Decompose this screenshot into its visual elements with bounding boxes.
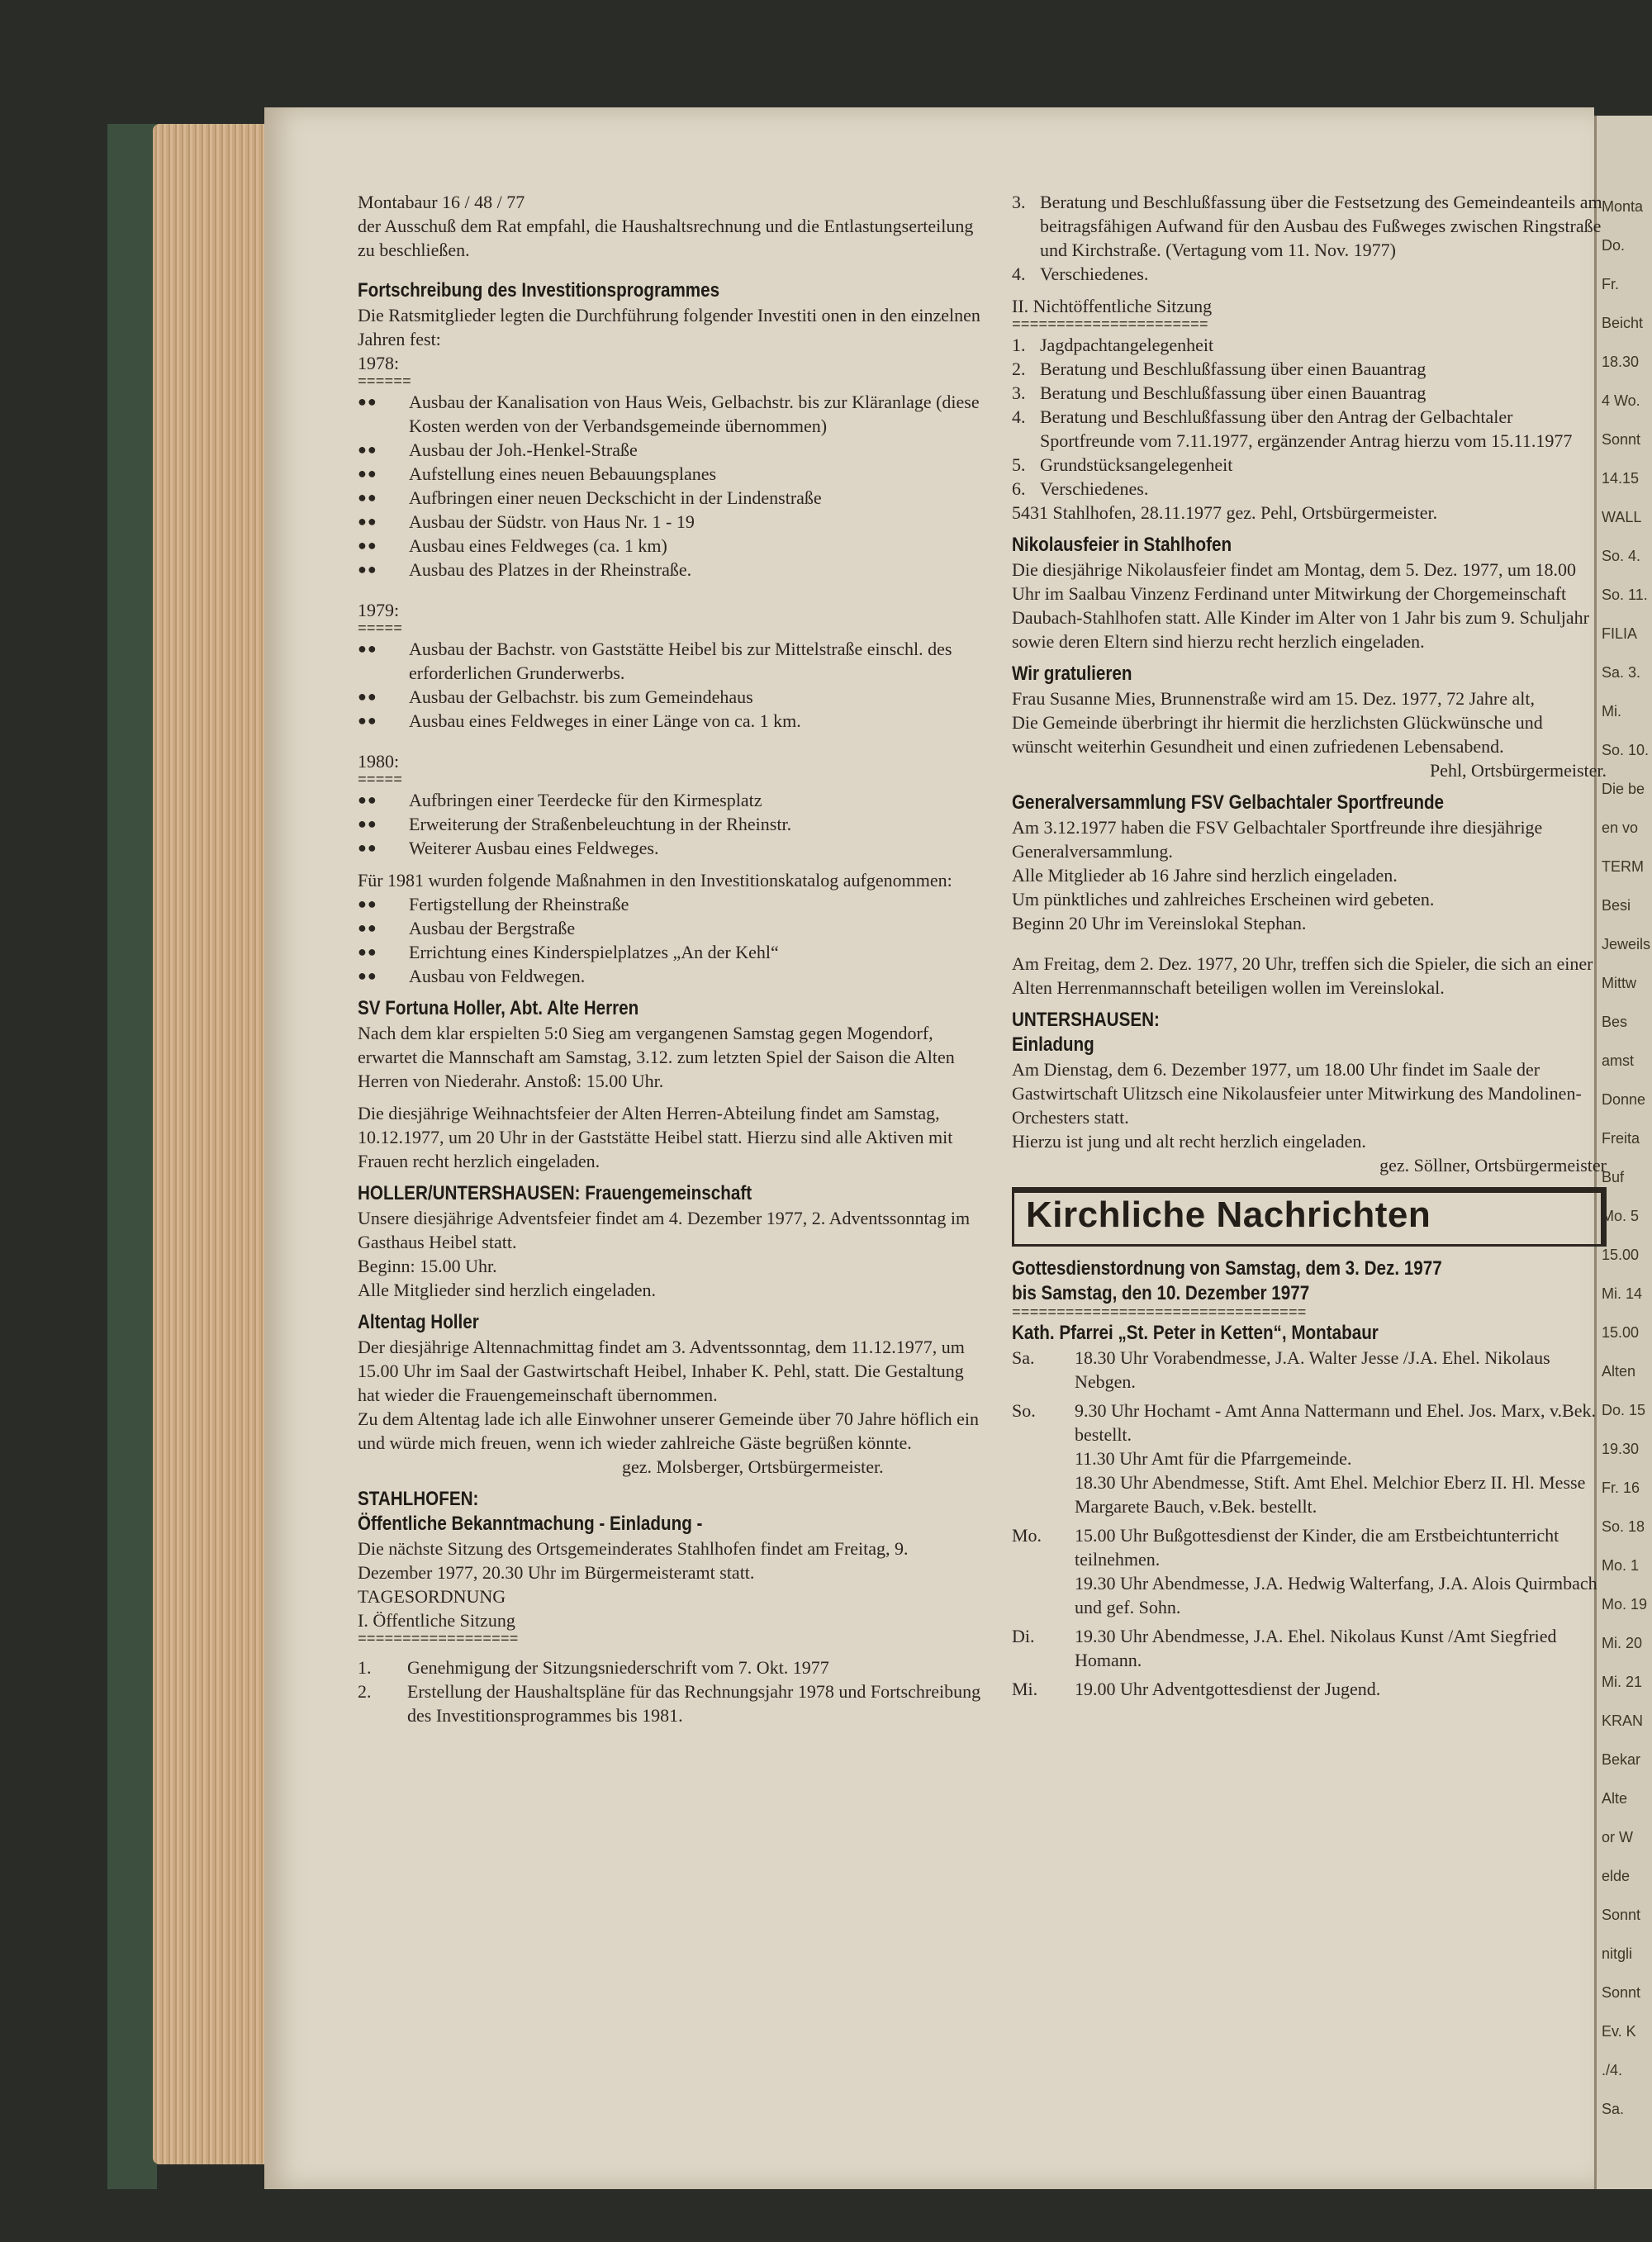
list-item-text: Ausbau des Platzes in der Rheinstraße. <box>409 559 692 580</box>
bullet-icon: ●● <box>358 393 377 410</box>
next-page-text: Do. 15 <box>1602 1402 1646 1418</box>
next-page-text: elde <box>1602 1868 1631 1884</box>
gratulation-paragraph-2: Die Gemeinde überbringt ihr hiermit die herzlichsten Glückwünsche und wünscht weiterhin Gesundheit und einen zufriedenen Lebensabend. <box>1012 712 1543 757</box>
agenda-list-continued <box>1012 190 1607 286</box>
separator: ===== <box>358 622 403 637</box>
year-1979: 1979: <box>358 600 400 620</box>
agenda-item-text: Grundstücksangelegenheit <box>1040 454 1233 475</box>
hu-invite: Alle Mitglieder sind herzlich eingeladen. <box>358 1280 657 1300</box>
next-page-text: Mo. 5 <box>1602 1208 1640 1224</box>
service-list <box>1012 1346 1607 1701</box>
public-session-label: I. Öffentliche Sitzung <box>358 1610 515 1631</box>
invest-title: Fortschreibung des Investitionsprogrammes <box>358 279 720 302</box>
list-item-text: Ausbau der Bergstraße <box>409 918 576 938</box>
page-edges <box>153 124 273 2164</box>
next-page-text: Mittw <box>1602 975 1636 991</box>
service-row <box>1012 1624 1607 1672</box>
list-item-text: Ausbau von Feldwegen. <box>409 966 586 986</box>
gv-paragraph-4: Beginn 20 Uhr im Vereinslokal Stephan. <box>1012 913 1307 933</box>
hu-title: HOLLER/UNTERSHAUSEN: Frauengemeinschaft <box>358 1182 752 1204</box>
list-item-text: Ausbau der Joh.-Henkel-Straße <box>409 439 638 460</box>
service-row <box>1012 1399 1607 1518</box>
generalversammlung-title: Generalversammlung FSV Gelbachtaler Sportfreunde <box>1012 791 1445 814</box>
list-item <box>358 438 985 462</box>
list-item-text: Aufstellung eines neuen Bebauungsplanes <box>409 463 717 484</box>
service-line: 11.30 Uhr Amt für die Pfarrgemeinde. <box>1075 1448 1352 1469</box>
list-item-text: Aufbringen einer Teerdecke für den Kirmesplatz <box>409 790 762 810</box>
next-page-text: So. 10. <box>1602 742 1650 758</box>
next-page-text: 18.30 <box>1602 354 1640 370</box>
bullet-icon: ●● <box>358 465 377 482</box>
list-1980 <box>358 788 985 860</box>
alt-paragraph-1: Der diesjährige Altennachmittag findet am 3. Adventssonntag, dem 11.12.1977, um 15.00 Uhr im Saal der Gastwirtschaft Heibel, Inhaber K. Pehl, statt. Die Gestaltung hat wieder die Frauengemeinschaft übernommen. <box>358 1337 965 1405</box>
list-item <box>358 486 985 510</box>
agenda-item <box>1012 381 1607 405</box>
next-page-text: Die be <box>1602 781 1645 797</box>
bullet-icon: ●● <box>358 967 377 984</box>
list-item <box>358 788 985 812</box>
agenda-item-text: Jagdpachtangelegenheit <box>1040 335 1214 355</box>
list-item <box>358 836 985 860</box>
agenda-item-number: 4. <box>1012 264 1026 284</box>
next-page-text: Alten <box>1602 1363 1636 1380</box>
agenda-label: TAGESORDNUNG <box>358 1586 506 1607</box>
next-page-text: WALL <box>1602 509 1642 525</box>
gratulation-signature: Pehl, Ortsbürgermeister. <box>1429 760 1607 781</box>
bullet-icon: ●● <box>358 489 377 506</box>
list-item-text: Fertigstellung der Rheinstraße <box>409 894 629 914</box>
next-page-text: 15.00 <box>1602 1324 1640 1341</box>
list-item <box>358 462 985 486</box>
intro-text: der Ausschuß dem Rat empfahl, die Haushaltsrechnung und die Entlastungserteilung zu beschließen. <box>358 216 974 260</box>
list-item-text: Ausbau eines Feldweges (ca. 1 km) <box>409 535 667 556</box>
next-page-text: So. 11. <box>1602 587 1648 603</box>
nonpublic-signature: 5431 Stahlhofen, 28.11.1977 gez. Pehl, Ortsbürgermeister. <box>1012 502 1438 523</box>
agenda-item <box>1012 190 1607 262</box>
next-page-text: Sa. 3. <box>1602 664 1641 681</box>
list-item <box>358 534 985 558</box>
untershausen-title: UNTERSHAUSEN: <box>1012 1009 1160 1031</box>
separator: ====== <box>358 375 411 390</box>
list-item <box>358 637 985 685</box>
agenda-item <box>1012 333 1607 357</box>
service-day: Di. <box>1012 1626 1035 1646</box>
nonpublic-agenda-list <box>1012 333 1607 501</box>
list-1981 <box>358 892 985 988</box>
next-page-text: Beicht <box>1602 315 1644 331</box>
bullet-icon: ●● <box>358 688 377 705</box>
service-day: Mi. <box>1012 1679 1038 1699</box>
alt-title: Altentag Holler <box>358 1311 479 1333</box>
page-header: Montabaur 16 / 48 / 77 <box>358 192 525 212</box>
service-line: 19.00 Uhr Adventgottesdienst der Jugend. <box>1075 1679 1381 1699</box>
untershausen-paragraph-2: Hierzu ist jung und alt recht herzlich eingeladen. <box>1012 1131 1366 1152</box>
list-item <box>358 940 985 964</box>
next-page-text: Fr. 16 <box>1602 1480 1640 1496</box>
service-day: So. <box>1012 1400 1036 1421</box>
bullet-icon: ●● <box>358 919 377 936</box>
hu-paragraph: Unsere diesjährige Adventsfeier findet am 4. Dezember 1977, 2. Adventssonntag im Gasthaus Heibel statt. <box>358 1208 971 1252</box>
list-item <box>358 685 985 709</box>
next-page-text: en vo <box>1602 819 1639 836</box>
service-day: Mo. <box>1012 1525 1042 1546</box>
next-page-text: 14.15 <box>1602 470 1640 487</box>
alt-paragraph-2: Zu dem Altentag lade ich alle Einwohner unserer Gemeinde über 70 Jahre höflich ein und würde mich freuen, wenn ich wieder zahlreiche Gäste begrüßen könnte. <box>358 1408 980 1453</box>
agenda-item-text: Verschiedenes. <box>1040 478 1149 499</box>
next-page-text: Buf <box>1602 1169 1625 1185</box>
agenda-item-number: 1. <box>1012 335 1026 355</box>
stahlhofen-subtitle: Öffentliche Bekanntmachung - Einladung - <box>358 1513 703 1535</box>
next-page-text: Mo. 19 <box>1602 1596 1648 1613</box>
untershausen-subtitle: Einladung <box>1012 1033 1094 1056</box>
next-page-text: Donne <box>1602 1091 1646 1108</box>
next-page-text: KRAN <box>1602 1712 1644 1729</box>
separator: ================================= <box>1012 1306 1307 1321</box>
list-item <box>358 558 985 582</box>
service-line: 18.30 Uhr Vorabendmesse, J.A. Walter Jesse /J.A. Ehel. Nikolaus Nebgen. <box>1075 1347 1550 1392</box>
list-item-text: Ausbau der Gelbachstr. bis zum Gemeindehaus <box>409 686 753 707</box>
bullet-icon: ●● <box>358 839 377 856</box>
agenda-item-text: Erstellung der Haushaltspläne für das Rechnungsjahr 1978 und Fortschreibung des Investitionsprogrammes bis 1981. <box>407 1681 981 1726</box>
next-page-text: Jeweils <box>1602 936 1651 952</box>
service-line: 19.30 Uhr Abendmesse, J.A. Ehel. Nikolaus Kunst /Amt Siegfried Homann. <box>1075 1626 1557 1670</box>
next-page-text: 19.30 <box>1602 1441 1640 1457</box>
service-line: 19.30 Uhr Abendmesse, J.A. Hedwig Walterfang, J.A. Alois Quirmbach und gef. Sohn. <box>1075 1573 1597 1617</box>
separator: ====================== <box>1012 318 1208 333</box>
service-row <box>1012 1677 1607 1701</box>
separator: ================== <box>358 1632 519 1647</box>
service-lines <box>1075 1346 1607 1394</box>
agenda-item-text: Beratung und Beschlußfassung über die Festsetzung des Gemeindeanteils am beitragsfähigen Aufwand für den Ausbau des Fußweges zwischen Ringstraße und Kirchstraße. (Vertagung vom 11. Nov. 1977) <box>1040 192 1602 260</box>
next-page-text: So. 18 <box>1602 1518 1645 1535</box>
left-column <box>358 190 985 1727</box>
sv-paragraph-1: Nach dem klar erspielten 5:0 Sieg am vergangenen Samstag gegen Mogendorf, erwartet die Mannschaft am Samstag, 3.12. zum letzten Spiel der Saison die Alten Herren von Niederahr. Anstoß: 15.00 Uhr. <box>358 1023 955 1091</box>
list-item-text: Ausbau der Bachstr. von Gaststätte Heibel bis zur Mittelstraße einschl. des erforderlichen Grunderwerbs. <box>409 639 952 683</box>
church-news-banner <box>1012 1187 1607 1247</box>
service-order-title-2: bis Samstag, den 10. Dezember 1977 <box>1012 1282 1310 1304</box>
bullet-icon: ●● <box>358 441 377 458</box>
next-page-text: Mi. <box>1602 703 1621 720</box>
service-lines <box>1075 1677 1607 1701</box>
next-page-text: 4 Wo. <box>1602 392 1640 409</box>
agenda-item-number: 5. <box>1012 454 1026 475</box>
list-item-text: Weiterer Ausbau eines Feldweges. <box>409 838 659 858</box>
gv-paragraph-5: Am Freitag, dem 2. Dez. 1977, 20 Uhr, treffen sich die Spieler, die sich an einer Alten Herrenmannschaft beteiligen wollen im Vereinslokal. <box>1012 953 1593 998</box>
gratulation-paragraph: Frau Susanne Mies, Brunnenstraße wird am 15. Dez. 1977, 72 Jahre alt, <box>1012 688 1535 709</box>
untershausen-signature: gez. Söllner, Ortsbürgermeister <box>1379 1155 1607 1176</box>
parish-title: Kath. Pfarrei „St. Peter in Ketten“, Montabaur <box>1012 1322 1379 1344</box>
bullet-icon: ●● <box>358 943 377 960</box>
invest-intro: Die Ratsmitglieder legten die Durchführung folgender Investiti onen in den einzelnen Jahren fest: <box>358 305 980 349</box>
gratulation-title: Wir gratulieren <box>1012 663 1132 685</box>
next-page-text: Bekar <box>1602 1751 1641 1768</box>
agenda-item-number: 6. <box>1012 478 1026 499</box>
nikolaus-title: Nikolausfeier in Stahlhofen <box>1012 534 1232 556</box>
next-page-text: Monta <box>1602 198 1644 215</box>
list-item <box>358 892 985 916</box>
gv-paragraph-2: Alle Mitglieder ab 16 Jahre sind herzlich eingeladen. <box>1012 865 1398 886</box>
bullet-icon: ●● <box>358 640 377 657</box>
service-lines <box>1075 1399 1607 1518</box>
agenda-item-number: 1. <box>358 1657 372 1678</box>
next-page-text: 15.00 <box>1602 1247 1640 1263</box>
gv-paragraph: Am 3.12.1977 haben die FSV Gelbachtaler Sportfreunde ihre diesjährige Generalversammlung. <box>1012 817 1543 862</box>
next-page-text: Fr. <box>1602 276 1619 292</box>
next-page-text: nitgli <box>1602 1945 1633 1962</box>
list-item <box>358 916 985 940</box>
bullet-icon: ●● <box>358 537 377 553</box>
service-line: 15.00 Uhr Bußgottesdienst der Kinder, die am Erstbeichtunterricht teilnehmen. <box>1075 1525 1559 1570</box>
next-page-text: or W <box>1602 1829 1633 1845</box>
next-page-text: Freita <box>1602 1130 1640 1147</box>
list-item-text: Ausbau der Kanalisation von Haus Weis, Gelbachstr. bis zur Kläranlage (diese Kosten werden von der Verbandsgemeinde übernommen) <box>409 392 980 436</box>
separator: ===== <box>358 773 403 788</box>
next-page-text: Mi. 14 <box>1602 1285 1643 1302</box>
next-page-text: Bes <box>1602 1014 1628 1030</box>
stahlhofen-title: STAHLHOFEN: <box>358 1488 479 1510</box>
agenda-item-text: Beratung und Beschlußfassung über einen Bauantrag <box>1040 382 1427 403</box>
list-item-text: Ausbau der Südstr. von Haus Nr. 1 - 19 <box>409 511 695 532</box>
agenda-item-number: 2. <box>358 1681 372 1702</box>
sv-title: SV Fortuna Holler, Abt. Alte Herren <box>358 997 639 1019</box>
agenda-item <box>1012 477 1607 501</box>
service-lines <box>1075 1624 1607 1672</box>
agenda-item <box>1012 262 1607 286</box>
service-row <box>1012 1346 1607 1394</box>
next-page-text: Mi. 21 <box>1602 1674 1643 1690</box>
next-page-text: ./4. <box>1602 2062 1623 2078</box>
agenda-item-number: 3. <box>1012 192 1026 212</box>
church-news-title: Kirchliche Nachrichten <box>1026 1195 1431 1235</box>
bullet-icon: ●● <box>358 791 377 808</box>
agenda-item-text: Genehmigung der Sitzungsniederschrift vom 7. Okt. 1977 <box>407 1657 829 1678</box>
next-page-text: Alte <box>1602 1790 1628 1807</box>
list-1979 <box>358 637 985 733</box>
agenda-item-text: Verschiedenes. <box>1040 264 1149 284</box>
service-day: Sa. <box>1012 1347 1035 1368</box>
agenda-item <box>358 1679 985 1727</box>
next-page-text: Do. <box>1602 237 1626 254</box>
next-page-text: TERM <box>1602 858 1644 875</box>
nonpublic-session-label: II. Nichtöffentliche Sitzung <box>1012 296 1213 316</box>
agenda-item-number: 4. <box>1012 406 1026 427</box>
service-line: 18.30 Uhr Abendmesse, Stift. Amt Ehel. Melchior Eberz II. Hl. Messe Margarete Bauch, v.Bek. bestellt. <box>1075 1472 1586 1517</box>
sv-paragraph-2: Die diesjährige Weihnachtsfeier der Alten Herren-Abteilung findet am Samstag, 10.12.1977, um 20 Uhr in der Gaststätte Heibel statt. Hierzu sind alle Aktiven mit Frauen recht herzlich eingeladen. <box>358 1103 953 1171</box>
list-1978 <box>358 390 985 582</box>
next-page-text: Sa. <box>1602 2101 1625 2117</box>
year-1981-intro: Für 1981 wurden folgende Maßnahmen in den Investitionskatalog aufgenommen: <box>358 870 952 891</box>
next-page-text: amst <box>1602 1052 1635 1069</box>
service-row <box>1012 1523 1607 1619</box>
bullet-icon: ●● <box>358 895 377 912</box>
next-page-text: So. 4. <box>1602 548 1641 564</box>
next-page-text: Ev. K <box>1602 2023 1636 2040</box>
agenda-item-text: Beratung und Beschlußfassung über einen Bauantrag <box>1040 359 1427 379</box>
agenda-item <box>1012 453 1607 477</box>
list-item-text: Ausbau eines Feldweges in einer Länge von ca. 1 km. <box>409 710 801 731</box>
bullet-icon: ●● <box>358 712 377 729</box>
bullet-icon: ●● <box>358 561 377 577</box>
agenda-item <box>1012 357 1607 381</box>
next-page-text: Mo. 1 <box>1602 1557 1640 1574</box>
list-item <box>358 812 985 836</box>
service-line: 9.30 Uhr Hochamt - Amt Anna Nattermann und Ehel. Jos. Marx, v.Bek. bestellt. <box>1075 1400 1596 1445</box>
next-page-text: Besi <box>1602 897 1631 914</box>
year-1980: 1980: <box>358 751 400 772</box>
list-item-text: Errichtung eines Kinderspielplatzes „An der Kehl“ <box>409 942 779 962</box>
service-order-title-1: Gottesdienstordnung von Samstag, dem 3. Dez. 1977 <box>1012 1257 1442 1280</box>
agenda-list <box>358 1655 985 1727</box>
hu-begin: Beginn: 15.00 Uhr. <box>358 1256 497 1276</box>
agenda-item-text: Beratung und Beschlußfassung über den Antrag der Gelbachtaler Sportfreunde vom 7.11.1977, ergänzender Antrag hierzu vom 15.11.1977 <box>1040 406 1573 451</box>
alt-signature: gez. Molsberger, Ortsbürgermeister. <box>622 1456 884 1477</box>
stahlhofen-paragraph: Die nächste Sitzung des Ortsgemeinderates Stahlhofen findet am Freitag, 9. Dezember 1977, 20.30 Uhr im Bürgermeisteramt statt. <box>358 1538 909 1583</box>
next-page-text: Sonnt <box>1602 1907 1641 1923</box>
list-item-text: Erweiterung der Straßenbeleuchtung in der Rheinstr. <box>409 814 792 834</box>
bullet-icon: ●● <box>358 513 377 530</box>
agenda-item <box>358 1655 985 1679</box>
agenda-item <box>1012 405 1607 453</box>
untershausen-paragraph: Am Dienstag, dem 6. Dezember 1977, um 18.00 Uhr findet im Saale der Gastwirtschaft Ulitzsch eine Nikolausfeier unter Mitwirkung des Mandolinen-Orchesters statt. <box>1012 1059 1582 1128</box>
list-item-text: Aufbringen einer neuen Deckschicht in der Lindenstraße <box>409 487 822 508</box>
book-cover <box>107 124 157 2189</box>
agenda-item-number: 2. <box>1012 359 1026 379</box>
next-page-text: Sonnt <box>1602 1984 1641 2001</box>
list-item <box>358 709 985 733</box>
year-1978: 1978: <box>358 353 400 373</box>
agenda-item-number: 3. <box>1012 382 1026 403</box>
list-item <box>358 510 985 534</box>
bullet-icon: ●● <box>358 815 377 832</box>
right-column <box>1012 190 1607 1706</box>
service-lines <box>1075 1523 1607 1619</box>
next-page-text: Sonnt <box>1602 431 1641 448</box>
gv-paragraph-3: Um pünktliches und zahlreiches Erscheinen wird gebeten. <box>1012 889 1435 910</box>
list-item <box>358 390 985 438</box>
list-item <box>358 964 985 988</box>
next-page-text: FILIA <box>1602 625 1638 642</box>
next-page-text: Mi. 20 <box>1602 1635 1643 1651</box>
nikolaus-paragraph: Die diesjährige Nikolausfeier findet am Montag, dem 5. Dez. 1977, um 18.00 Uhr im Saalbau Vinzenz Ferdinand unter Mitwirkung der Chorgemeinschaft Daubach-Stahlhofen statt. Alle Kinder im Alter von 1 Jahr bis zum 9. Schuljahr sowie deren Eltern sind hierzu recht herzlich eingeladen. <box>1012 559 1589 652</box>
